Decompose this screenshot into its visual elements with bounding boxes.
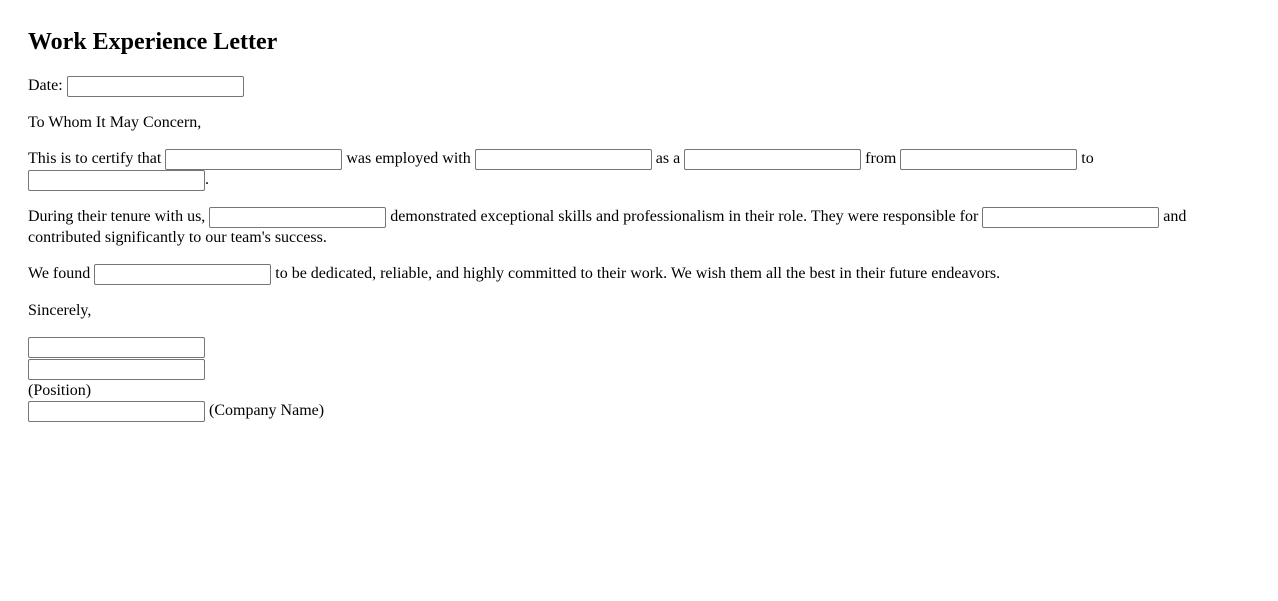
tenure-text-1: During their tenure with us, [28, 208, 206, 226]
responsibilities-input[interactable] [982, 207, 1159, 228]
start-date-input[interactable] [900, 149, 1077, 170]
found-text-1: We found [28, 265, 91, 283]
signer-name-input[interactable] [28, 337, 205, 358]
found-text-2: to be dedicated, reliable, and highly committed to their work. We wish them all the best in their future endeavors. [275, 265, 1001, 283]
certify-text-5: to [1081, 150, 1094, 168]
signature-block [28, 337, 1250, 422]
certify-paragraph [28, 149, 1250, 191]
company-line [28, 401, 1250, 422]
found-name-input[interactable] [94, 264, 271, 285]
date-label: Date: [28, 77, 63, 95]
found-paragraph [28, 264, 1250, 285]
signer-position-input[interactable] [28, 359, 205, 380]
company-name-label: (Company Name) [209, 402, 325, 420]
date-input[interactable] [67, 76, 244, 97]
page-title: Work Experience Letter [28, 29, 278, 55]
date-line [28, 76, 1250, 97]
employee-name-input[interactable] [165, 149, 342, 170]
certify-text-2: was employed with [346, 150, 471, 168]
certify-text-3: as a [655, 150, 681, 168]
tenure-paragraph [28, 207, 1250, 248]
tenure-text-3: and contributed significantly to our team's success. [28, 208, 1187, 246]
job-title-input[interactable] [684, 149, 861, 170]
company-input[interactable] [475, 149, 652, 170]
position-label: (Position) [28, 382, 92, 399]
certify-text-1: This is to certify that [28, 150, 162, 168]
closing: Sincerely, [28, 302, 92, 319]
tenure-name-input[interactable] [209, 207, 386, 228]
certify-text-4: from [865, 150, 897, 168]
end-date-input[interactable] [28, 170, 205, 191]
salutation: To Whom It May Concern, [28, 114, 202, 131]
signer-company-input[interactable] [28, 401, 205, 422]
tenure-text-2: demonstrated exceptional skills and professionalism in their role. They were responsible for [390, 208, 979, 226]
certify-text-6: . [205, 171, 209, 189]
